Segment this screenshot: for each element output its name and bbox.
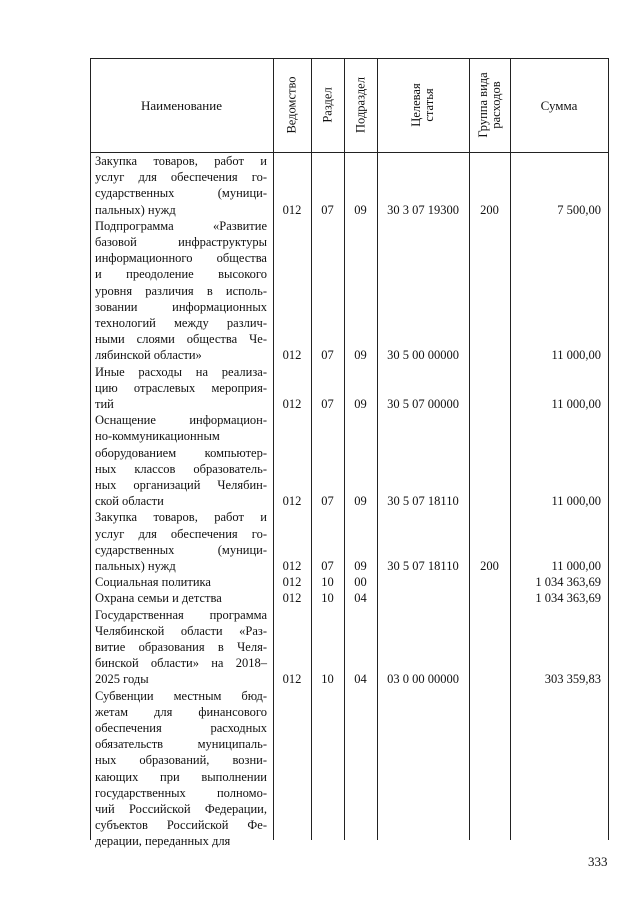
row-name-line: Закупка товаров, работ и: [95, 510, 267, 525]
row-name-line: информационного общества: [95, 251, 267, 266]
row-name: [95, 590, 267, 606]
row-name-line: Оснащение информацион-: [95, 413, 267, 428]
row-name-line: пальных) нужд: [95, 559, 176, 573]
column-divider: [344, 58, 345, 840]
row-name-line: Челябинской области «Раз-: [95, 623, 267, 638]
cell-raz: 07: [321, 348, 334, 363]
cell-ved: 012: [282, 575, 302, 590]
cell-sum: 303 359,83: [544, 672, 601, 687]
cell-pod: 04: [354, 591, 367, 606]
header-group-label: Группа вида расходов: [475, 72, 503, 138]
column-divider: [311, 58, 312, 840]
row-name: [95, 412, 267, 509]
cell-sum: 1 034 363,69: [535, 591, 601, 606]
row-name-line: ными слоями общества Че-: [95, 332, 267, 347]
header-name: Наименование: [141, 98, 222, 113]
column-divider: [90, 58, 91, 840]
header-razdel: [311, 58, 344, 152]
header-group: [469, 58, 510, 152]
cell-pod: 09: [354, 202, 367, 217]
cell-target: 30 5 00 00000: [387, 348, 459, 363]
row-name-line: сударственных (муници-: [95, 186, 267, 201]
row-name-line: чий Российской Федерации,: [95, 802, 267, 817]
cell-sum: 11 000,00: [551, 348, 601, 363]
row-name-line: тий: [95, 397, 114, 411]
row-name: [95, 218, 267, 364]
cell-sum: 11 000,00: [551, 397, 601, 411]
cell-ved: 012: [282, 494, 302, 509]
cell-ved: 012: [282, 202, 302, 217]
header-razdel-label: Раздел: [320, 87, 334, 123]
row-name-line: витие образования в Челя-: [95, 640, 267, 654]
row-name-line: Закупка товаров, работ и: [95, 154, 267, 168]
cell-raz: 07: [321, 202, 334, 217]
row-name-line: 2025 годы: [95, 672, 149, 687]
header-vedomstvo: [273, 58, 311, 152]
cell-ved: 012: [282, 591, 302, 606]
row-name-line: государственных полномо-: [95, 785, 267, 800]
row-name-line: сударственных (муници-: [95, 542, 267, 557]
row-name-line: обязательств муниципаль-: [95, 737, 267, 752]
cell-sum: 11 000,00: [551, 494, 601, 509]
cell-ved: 012: [282, 559, 302, 573]
row-name-line: ных организаций Челябин-: [95, 478, 267, 492]
cell-target: 30 5 07 00000: [387, 397, 459, 411]
cell-pod: 09: [354, 494, 367, 509]
cell-ved: 012: [282, 672, 302, 687]
cell-pod: 09: [354, 348, 367, 363]
row-name-line: услуг для обеспечения го-: [95, 170, 267, 185]
page-number: 333: [588, 854, 608, 869]
row-name-line: но-коммуникационным: [95, 429, 220, 444]
cell-group: 200: [480, 559, 499, 573]
row-name-line: субъектов Российской Фе-: [95, 818, 267, 833]
cell-target: 30 5 07 18110: [387, 559, 459, 573]
cell-raz: 10: [321, 575, 334, 590]
row-name: [95, 153, 267, 218]
row-name-line: лябинской области»: [95, 348, 202, 363]
row-name-line: Охрана семьи и детства: [95, 591, 222, 606]
header-podrazdel-label: Подраздел: [353, 77, 367, 133]
cell-ved: 012: [282, 348, 302, 363]
column-divider: [377, 58, 378, 840]
row-name-line: жетам для финансового: [95, 704, 267, 719]
column-divider: [273, 58, 274, 840]
header-podrazdel: [344, 58, 377, 152]
row-name-line: Иные расходы на реализа-: [95, 364, 267, 379]
row-name-line: оборудованием компьютер-: [95, 445, 267, 460]
cell-sum: 7 500,00: [557, 202, 601, 217]
cell-raz: 07: [321, 494, 334, 509]
row-name: [95, 607, 267, 688]
row-name-line: кающих при выполнении: [95, 769, 267, 784]
row-name-line: дерации, переданных для: [95, 834, 231, 849]
header-vedomstvo-label: Ведомство: [284, 76, 299, 134]
column-divider: [510, 58, 511, 840]
row-name-line: бинской области» на 2018–: [95, 656, 267, 671]
header-target: [377, 58, 469, 152]
row-name: [95, 364, 267, 413]
row-name: [95, 509, 267, 574]
row-name-line: и преодоление высокого: [95, 267, 267, 282]
cell-group: 200: [480, 202, 499, 217]
cell-sum: 11 000,00: [551, 559, 601, 573]
row-name-line: ской области: [95, 494, 164, 509]
cell-raz: 07: [321, 559, 334, 573]
budget-table: [90, 58, 608, 849]
column-divider: [469, 58, 470, 840]
row-name-line: ных образований, возни-: [95, 753, 267, 768]
cell-sum: 1 034 363,69: [535, 575, 601, 590]
cell-target: 03 0 00 00000: [387, 672, 459, 687]
header-sum: Сумма: [540, 98, 578, 113]
cell-pod: 04: [354, 672, 367, 687]
header-target-label: Целевая статья: [409, 83, 436, 127]
cell-raz: 10: [321, 591, 334, 606]
cell-pod: 09: [354, 397, 367, 411]
row-name-line: услуг для обеспечения го-: [95, 526, 267, 541]
column-divider: [608, 58, 609, 840]
row-name: [95, 574, 267, 590]
row-name: [95, 688, 267, 850]
row-name-line: зовании информационных: [95, 299, 267, 314]
row-name-line: ных классов образователь-: [95, 461, 267, 476]
row-name-line: обеспечения расходных: [95, 721, 267, 735]
row-name-line: Подпрограмма «Развитие: [95, 218, 267, 233]
cell-pod: 00: [354, 575, 367, 590]
cell-pod: 09: [354, 559, 367, 573]
row-name-line: уровня различия в исполь-: [95, 283, 267, 298]
cell-raz: 10: [321, 672, 334, 687]
row-name-line: Субвенции местным бюд-: [95, 688, 267, 703]
row-name-line: базовой инфраструктуры: [95, 235, 267, 249]
row-name-line: цию отраслевых мероприя-: [95, 380, 267, 395]
row-name-line: пальных) нужд: [95, 202, 176, 217]
row-name-line: Социальная политика: [95, 575, 211, 590]
row-name-line: технологий между различ-: [95, 316, 267, 331]
row-name-line: Государственная программа: [95, 607, 267, 622]
cell-raz: 07: [321, 397, 334, 411]
cell-target: 30 5 07 18110: [387, 494, 459, 509]
cell-target: 30 3 07 19300: [387, 202, 459, 217]
cell-ved: 012: [282, 397, 302, 411]
